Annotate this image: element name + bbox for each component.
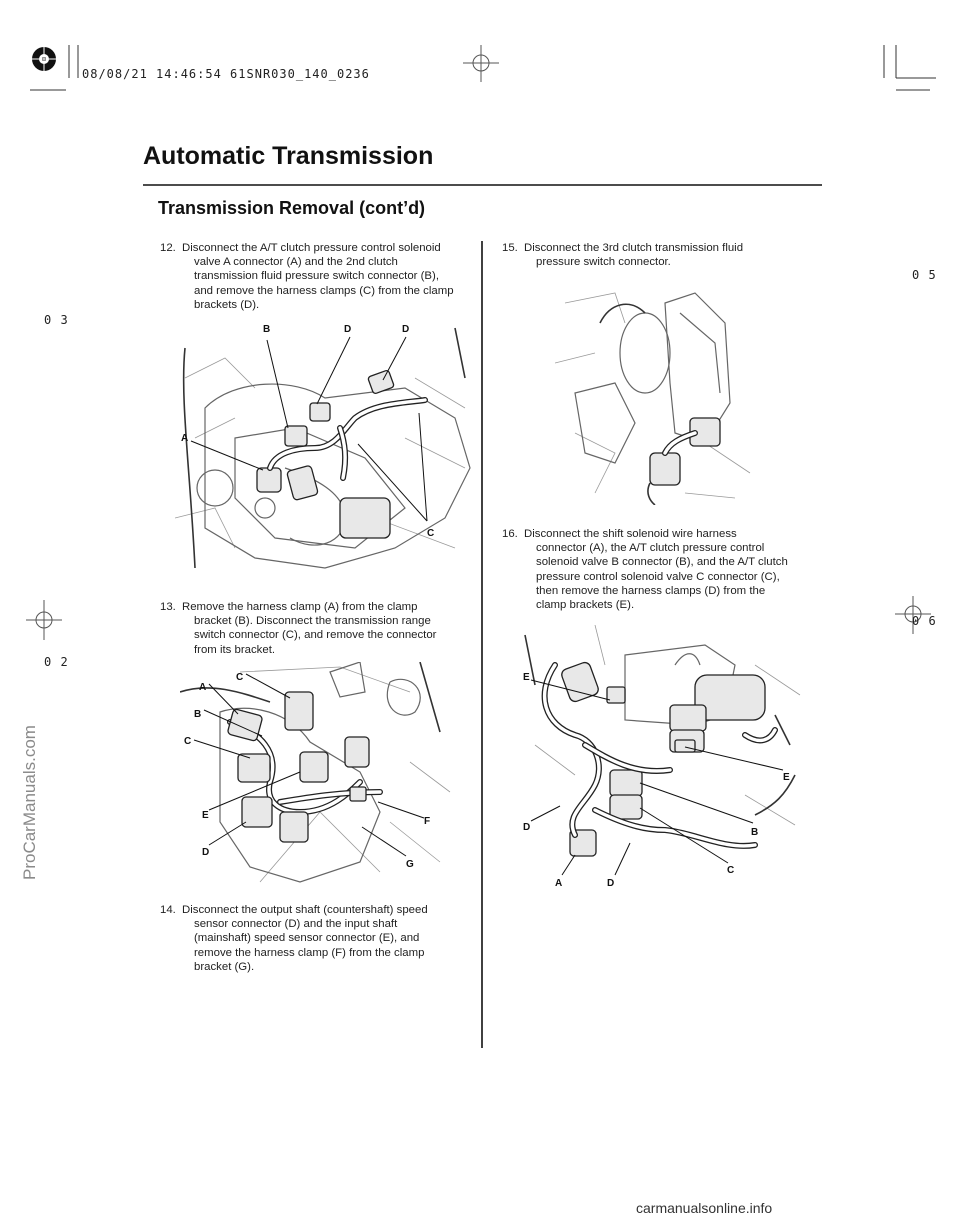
section-title: Transmission Removal (cont’d)	[158, 198, 426, 218]
step-text: Disconnect the A/T clutch pressure control solenoid	[182, 242, 441, 254]
figure-step-15	[555, 283, 755, 505]
page-mark-05: 0 5	[912, 268, 937, 282]
step-number: 12.	[160, 242, 176, 254]
step-13: 13. Remove the harness clamp (A) from the clamp bracket (B). Disconnect the transmission range switch connector (C), and remove the connector from its bracket.	[160, 600, 478, 657]
callout-d: D	[344, 324, 352, 335]
callout-a: A	[555, 878, 563, 887]
callout-e: E	[202, 810, 209, 821]
step-number: 15.	[502, 242, 518, 254]
watermark: ProCarManuals.com	[20, 725, 39, 880]
page-mark-02: 0 2	[44, 655, 69, 669]
step-text: Remove the harness clamp (A) from the clamp	[182, 601, 418, 613]
callout-b: B	[751, 827, 759, 838]
callout-b: B	[194, 709, 202, 720]
print-stamp: 08/08/21 14:46:54 61SNR030_140_0236	[82, 67, 370, 81]
callout-f: F	[424, 816, 431, 827]
callout-b: B	[263, 324, 271, 335]
step-15: 15. Disconnect the 3rd clutch transmission fluid pressure switch connector.	[502, 241, 820, 269]
step-text: Disconnect the shift solenoid wire harness	[524, 528, 737, 540]
callout-d: D	[202, 847, 210, 858]
figure-step-12	[175, 318, 475, 580]
callout-e: E	[523, 672, 530, 683]
figure-step-13-14	[180, 662, 455, 887]
step-16: 16. Disconnect the shift solenoid wire harness connector (A), the A/T clutch pressure control solenoid valve B connector (B), and the A/T clutch pressure control solenoid valve C connector (C), then remove the harness clamps (D) from the clamp brackets (E).	[502, 527, 820, 612]
page-mark-06: 0 6	[912, 614, 937, 628]
step-text: Disconnect the 3rd clutch transmission fluid	[524, 242, 744, 254]
callout-d: D	[523, 822, 531, 833]
step-12: 12. Disconnect the A/T clutch pressure control solenoid valve A connector (A) and the 2nd clutch transmission fluid pressure switch connector (B), and remove the harness clamps (C) from the clamp brackets (D).	[160, 241, 478, 312]
callout-d: D	[607, 878, 615, 887]
step-text: Disconnect the output shaft (countershaft) speed	[182, 904, 428, 916]
callout-e: E	[783, 772, 790, 783]
page-mark-03: 0 3	[44, 313, 69, 327]
step-14: 14. Disconnect the output shaft (countershaft) speed sensor connector (D) and the input shaft (mainshaft) speed sensor connector (E), and remove the harness clamp (F) from the clamp bracket (G).	[160, 903, 478, 974]
callout-a: A	[181, 433, 189, 444]
step-number: 16.	[502, 528, 518, 540]
footer-site: carmanualsonline.info	[636, 1200, 773, 1216]
callout-c: C	[184, 736, 192, 747]
callout-g: G	[406, 859, 414, 870]
callout-c: C	[727, 865, 735, 876]
callout-d: D	[402, 324, 410, 335]
page-title: Automatic Transmission	[143, 142, 434, 170]
callout-a: A	[199, 682, 207, 693]
step-number: 14.	[160, 904, 176, 916]
step-number: 13.	[160, 601, 176, 613]
callout-c: C	[427, 528, 435, 539]
figure-step-16	[515, 625, 805, 887]
callout-c: C	[236, 672, 244, 683]
